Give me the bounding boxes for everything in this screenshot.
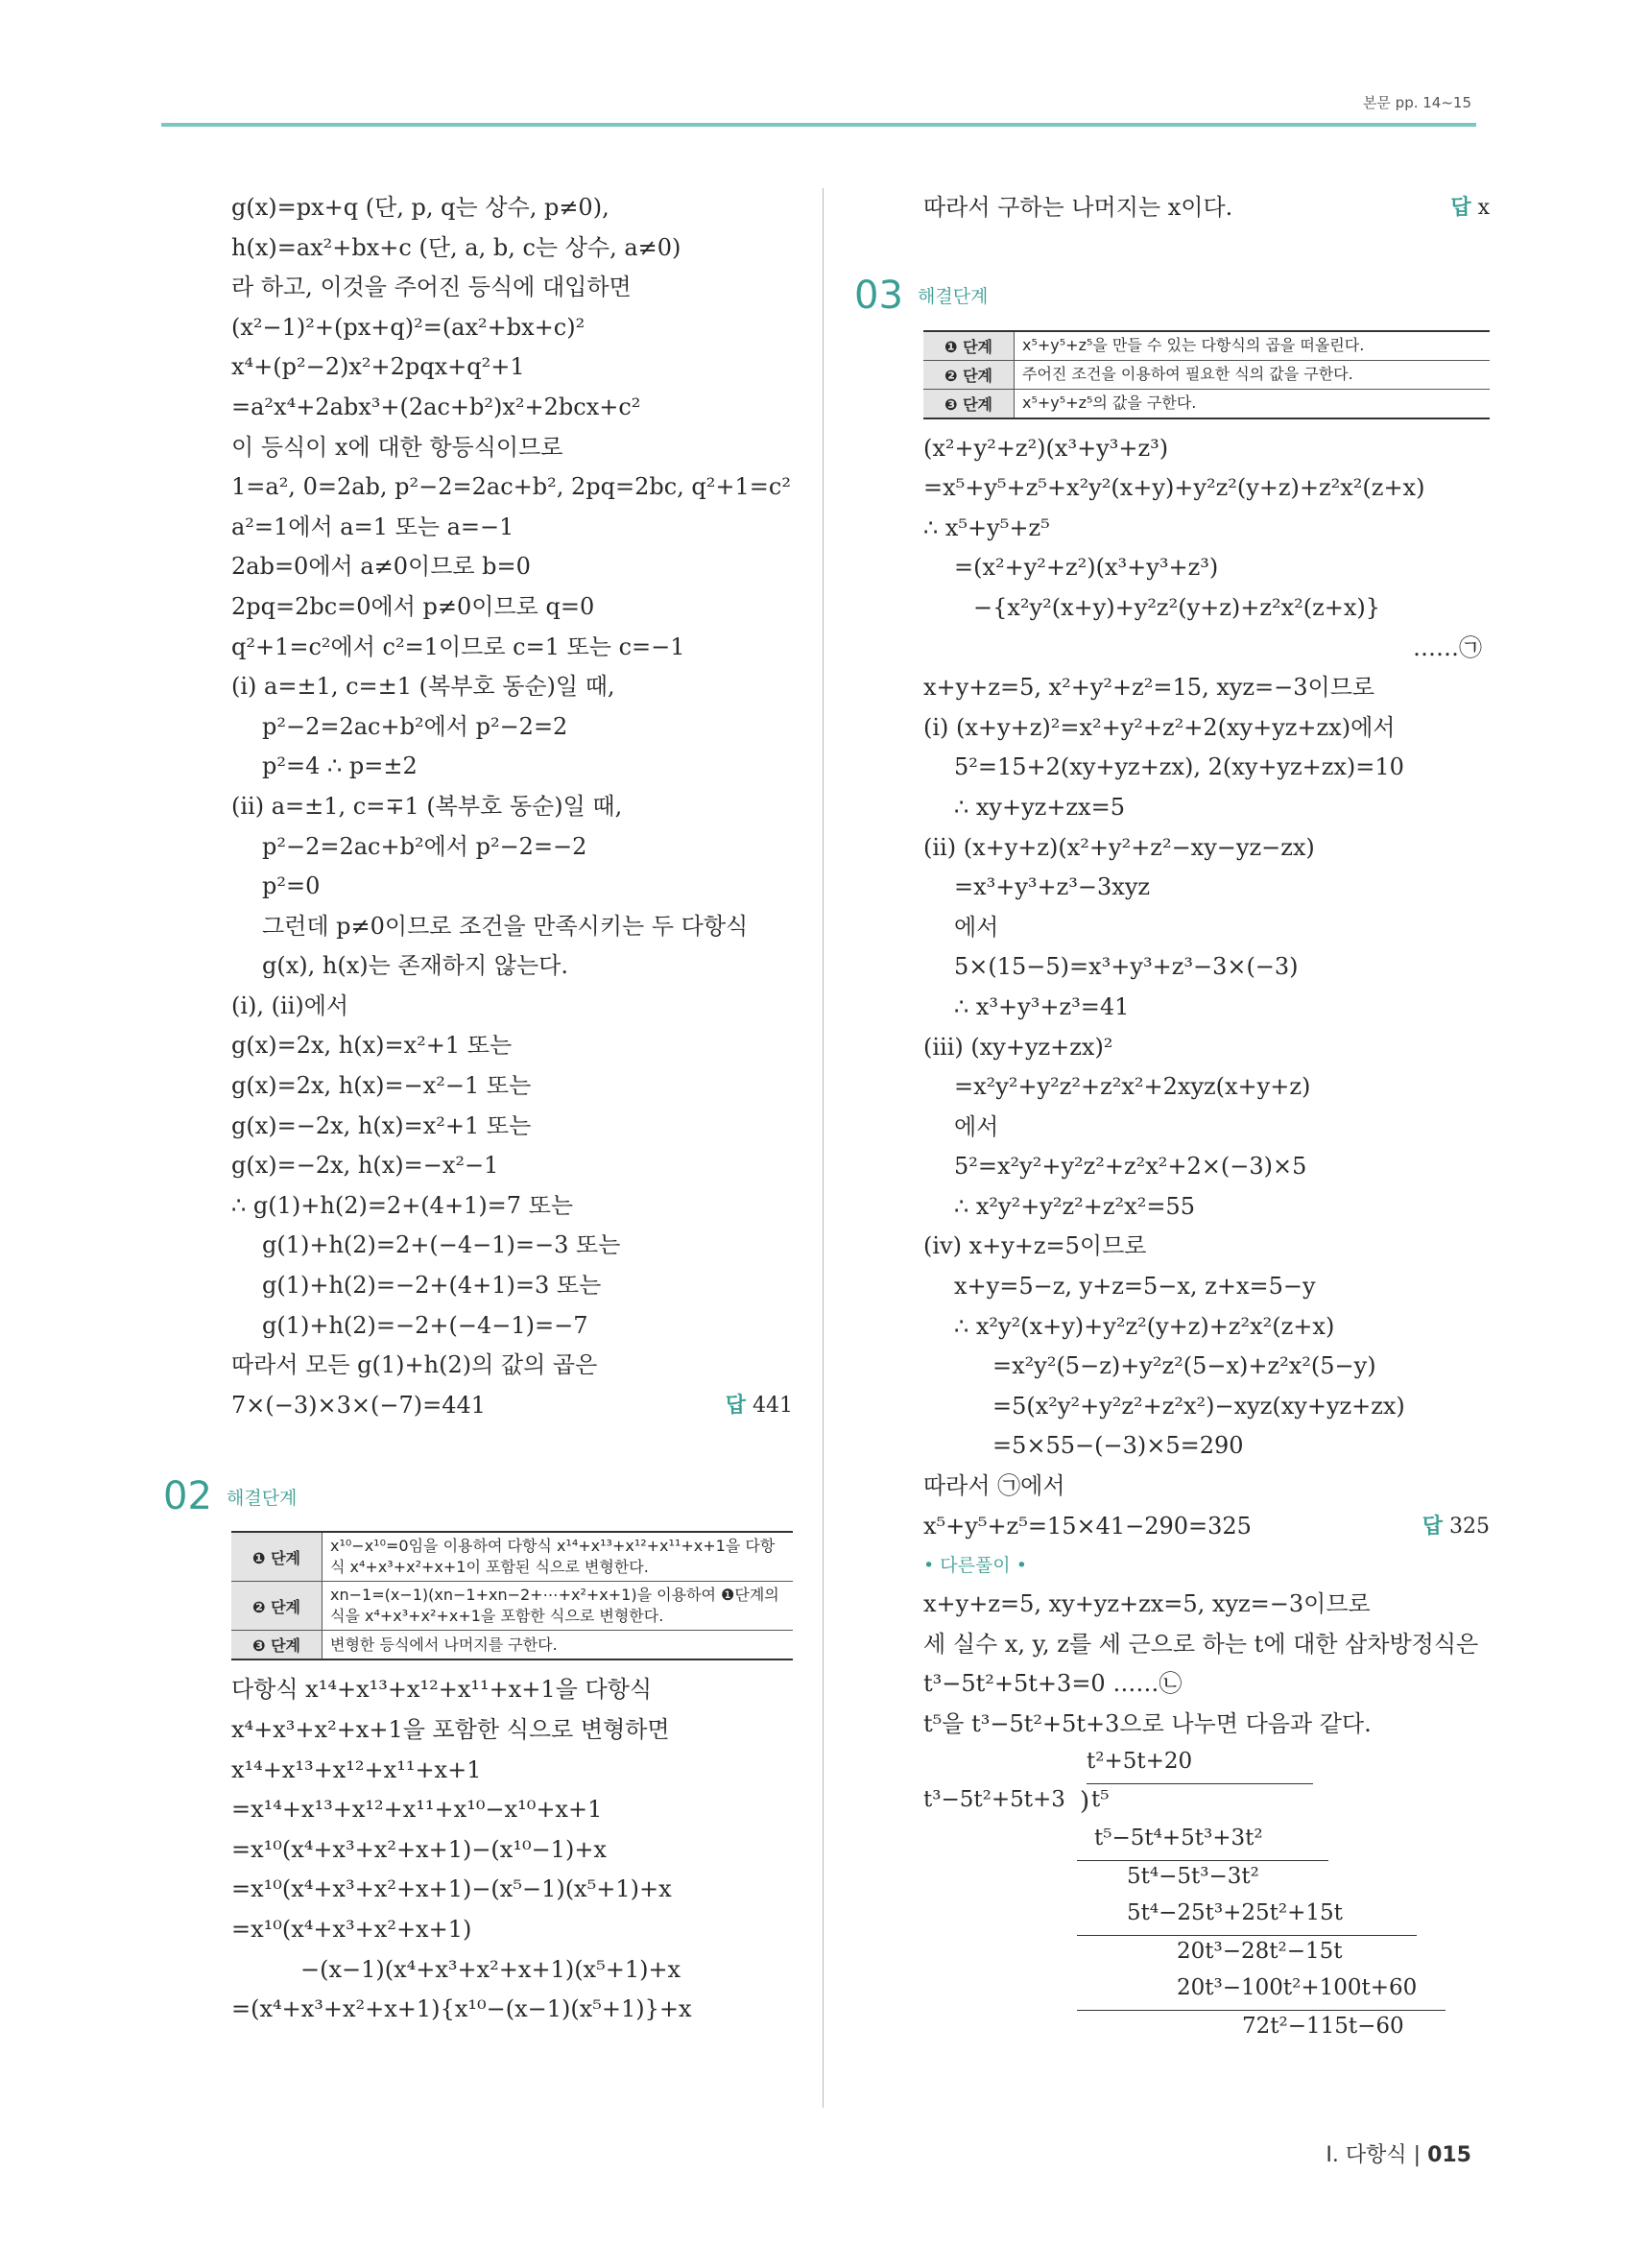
step-name: ❸ 단계	[923, 389, 1015, 418]
division-rule	[1077, 1860, 1328, 1861]
solution-line: 그런데 p≠0이므로 조건을 만족시키는 두 다항식	[262, 912, 749, 940]
answer-01	[726, 1386, 793, 1426]
solution-line: x⁴+(p²−2)x²+2pqx+q²+1	[231, 353, 525, 381]
solution-line: 이 등식이 x에 대한 항등식이므로	[231, 433, 563, 461]
left-column	[163, 188, 793, 2030]
solution-line: g(x)=−2x, h(x)=−x²−1	[231, 1152, 499, 1180]
division-remainder: 72t²−115t−60	[1242, 2013, 1404, 2039]
step-text: x⁵+y⁵+z⁵을 만들 수 있는 다항식의 곱을 떠올린다.	[1015, 331, 1491, 361]
solution-line: g(1)+h(2)=2+(−4−1)=−3 또는	[262, 1231, 621, 1259]
solution-line	[923, 188, 1490, 228]
solution-line: 에서	[954, 1112, 999, 1140]
step-text: x¹⁰−x¹⁰=0임을 이용하여 다항식 x¹⁴+x¹³+x¹²+x¹¹+x+1을 다항식 x⁴+x³+x²+x+1이 포함된 식으로 변형한다.	[323, 1532, 794, 1582]
solution-line: (ⅱ) a=±1, c=∓1 (복부호 동순)일 때,	[231, 792, 623, 820]
step-name: ❷ 단계	[231, 1582, 323, 1631]
step-text: 변형한 등식에서 나머지를 구한다.	[323, 1631, 794, 1660]
division-step: t⁵−5t⁴+5t³+3t²	[1094, 1825, 1263, 1850]
solution-line: (ⅰ), (ⅱ)에서	[231, 991, 349, 1019]
section-02-heading	[163, 1468, 793, 1525]
step-text: x⁵+y⁵+z⁵의 값을 구한다.	[1015, 389, 1491, 418]
solution-line: ∴ x⁵+y⁵+z⁵	[923, 513, 1050, 541]
solution-line: ∴ xy+yz+zx=5	[954, 793, 1125, 821]
solution-line: =x¹⁰(x⁴+x³+x²+x+1)−(x⁵−1)(x⁵+1)+x	[231, 1875, 672, 1903]
page-reference: 본문 pp. 14~15	[1362, 94, 1471, 111]
polynomial-long-division	[923, 1745, 1490, 2042]
solution-line: (ⅰ) (x+y+z)²=x²+y²+z²+2(xy+yz+zx)에서	[923, 713, 1396, 741]
alternative-solution-label: • 다른풀이 •	[923, 1555, 1027, 1577]
solution-line: =a²x⁴+2abx³+(2ac+b²)x²+2bcx+c²	[231, 393, 641, 420]
solution-steps-table	[231, 1531, 793, 1660]
step-name: ❶ 단계	[231, 1532, 323, 1582]
division-divisor: t³−5t²+5t+3	[923, 1786, 1065, 1812]
solution-line: g(x)=px+q (단, p, q는 상수, p≠0),	[231, 194, 609, 221]
chapter-title: Ⅰ. 다항식	[1326, 2143, 1407, 2167]
section-number: 03	[854, 273, 903, 318]
solution-line: (ⅱ) (x+y+z)(x²+y²+z²−xy−yz−zx)	[923, 833, 1315, 861]
solution-line: 5²=15+2(xy+yz+zx), 2(xy+yz+zx)=10	[954, 753, 1404, 781]
division-step: 20t³−100t²+100t+60	[1177, 1974, 1418, 2000]
solution-line: 라 하고, 이것을 주어진 등식에 대입하면	[231, 274, 632, 301]
solution-line: t⁵을 t³−5t²+5t+3으로 나누면 다음과 같다.	[923, 1710, 1372, 1737]
solution-line: =x²y²(5−z)+y²z²(5−x)+z²x²(5−y)	[992, 1352, 1376, 1380]
solution-line: p²−2=2ac+b²에서 p²−2=−2	[262, 832, 587, 860]
solution-line: =5×55−(−3)×5=290	[992, 1432, 1244, 1460]
section-label: 해결단계	[918, 286, 989, 308]
step-text: xn−1=(x−1)(xn−1+xn−2+⋯+x²+x+1)을 이용하여 ❶단계의 식을 x⁴+x³+x²+x+1을 포함한 식으로 변형한다.	[323, 1582, 794, 1631]
solution-line: x+y=5−z, y+z=5−x, z+x=5−y	[954, 1273, 1316, 1301]
solution-line-text: 따라서 구하는 나머지는 x이다.	[923, 194, 1233, 221]
solution-line: x⁴+x³+x²+x+1을 포함한 식으로 변형하면	[231, 1716, 670, 1743]
division-dividend: t⁵	[1091, 1786, 1110, 1812]
solution-line	[923, 1507, 1490, 1547]
solution-line: =x³+y³+z³−3xyz	[954, 873, 1151, 901]
footer-separator: |	[1413, 2143, 1422, 2167]
header-rule	[161, 123, 1476, 127]
page-footer	[1326, 2138, 1471, 2168]
equation-marker: ……㉠	[1413, 633, 1482, 661]
solution-line: x+y+z=5, xy+yz+zx=5, xyz=−3이므로	[923, 1590, 1371, 1618]
solution-line	[231, 1386, 793, 1426]
solution-line-text: x⁵+y⁵+z⁵=15×41−290=325	[923, 1512, 1252, 1540]
solution-line: =x¹⁰(x⁴+x³+x²+x+1)	[231, 1915, 472, 1943]
solution-line: x+y+z=5, x²+y²+z²=15, xyz=−3이므로	[923, 674, 1375, 702]
step-row	[923, 331, 1490, 361]
solution-line: 2ab=0에서 a≠0이므로 b=0	[231, 553, 531, 581]
column-divider	[823, 188, 824, 2108]
solution-line: =x¹⁰(x⁴+x³+x²+x+1)−(x¹⁰−1)+x	[231, 1835, 607, 1863]
solution-line: =5(x²y²+y²z²+z²x²)−xyz(xy+yz+zx)	[992, 1392, 1405, 1420]
solution-line: g(x)=2x, h(x)=−x²−1 또는	[231, 1072, 532, 1100]
solution-line: g(1)+h(2)=−2+(4+1)=3 또는	[262, 1272, 602, 1300]
solution-line: 세 실수 x, y, z를 세 근으로 하는 t에 대한 삼차방정식은	[923, 1630, 1479, 1658]
solution-line: p²=4 ∴ p=±2	[262, 752, 418, 780]
solution-line: (ⅲ) (xy+yz+zx)²	[923, 1033, 1113, 1061]
solution-line: g(x)=−2x, h(x)=x²+1 또는	[231, 1111, 532, 1139]
solution-line: h(x)=ax²+bx+c (단, a, b, c는 상수, a≠0)	[231, 233, 681, 261]
answer-value: 441	[753, 1393, 793, 1418]
solution-line: (x²−1)²+(px+q)²=(ax²+bx+c)²	[231, 313, 585, 341]
solution-line: 에서	[954, 913, 999, 941]
solution-line: (x²+y²+z²)(x³+y³+z³)	[923, 434, 1169, 462]
solution-line: =x¹⁴+x¹³+x¹²+x¹¹+x¹⁰−x¹⁰+x+1	[231, 1796, 603, 1824]
solution-line: =(x²+y²+z²)(x³+y³+z³)	[954, 554, 1219, 582]
solution-line: a²=1에서 a=1 또는 a=−1	[231, 513, 514, 540]
solution-line: q²+1=c²에서 c²=1이므로 c=1 또는 c=−1	[231, 633, 685, 660]
section-03-heading	[854, 267, 1490, 324]
solution-line: 따라서 ㉠에서	[923, 1472, 1065, 1500]
answer-label: 답	[725, 1393, 746, 1418]
step-row	[923, 389, 1490, 418]
answer-label: 답	[1422, 1514, 1443, 1539]
solution-line: t³−5t²+5t+3=0 ……㉡	[923, 1670, 1183, 1698]
division-step: 5t⁴−25t³+25t²+15t	[1127, 1899, 1343, 1925]
solution-line: =x²y²+y²z²+z²x²+2xyz(x+y+z)	[954, 1073, 1311, 1101]
solution-steps-table	[923, 330, 1490, 419]
solution-line: g(1)+h(2)=−2+(−4−1)=−7	[262, 1311, 588, 1339]
right-column	[854, 188, 1490, 2042]
solution-line: g(x), h(x)는 존재하지 않는다.	[262, 952, 568, 980]
solution-line-text: 7×(−3)×3×(−7)=441	[231, 1391, 486, 1419]
step-row	[231, 1631, 793, 1660]
solution-line: ∴ x²y²(x+y)+y²z²(y+z)+z²x²(z+x)	[954, 1312, 1335, 1340]
solution-line: −(x−1)(x⁴+x³+x²+x+1)(x⁵+1)+x	[300, 1955, 681, 1983]
solution-line: 2pq=2bc=0에서 p≠0이므로 q=0	[231, 592, 595, 620]
division-bracket: )	[1080, 1786, 1090, 1816]
solution-line: g(x)=2x, h(x)=x²+1 또는	[231, 1032, 513, 1060]
solution-line: ∴ g(1)+h(2)=2+(4+1)=7 또는	[231, 1191, 574, 1219]
solution-line: x¹⁴+x¹³+x¹²+x¹¹+x+1	[231, 1755, 482, 1783]
division-quotient: t²+5t+20	[1087, 1748, 1193, 1774]
solution-line: ∴ x²y²+y²z²+z²x²=55	[954, 1192, 1195, 1220]
solution-line: p²−2=2ac+b²에서 p²−2=2	[262, 712, 568, 740]
answer-value: 325	[1449, 1514, 1490, 1539]
step-row	[231, 1532, 793, 1582]
section-number: 02	[163, 1474, 212, 1519]
division-step: 20t³−28t²−15t	[1177, 1938, 1343, 1964]
page-number: 015	[1427, 2143, 1471, 2167]
step-row	[231, 1582, 793, 1631]
solution-line: ∴ x³+y³+z³=41	[954, 992, 1130, 1020]
step-name: ❸ 단계	[231, 1631, 323, 1660]
solution-line: =x⁵+y⁵+z⁵+x²y²(x+y)+y²z²(y+z)+z²x²(z+x)	[923, 474, 1425, 502]
solution-line: 따라서 모든 g(1)+h(2)의 값의 곱은	[231, 1351, 598, 1379]
solution-line: p²=0	[262, 872, 321, 900]
division-step: 5t⁴−5t³−3t²	[1127, 1863, 1259, 1889]
answer-03	[1422, 1507, 1490, 1547]
step-text: 주어진 조건을 이용하여 필요한 식의 값을 구한다.	[1015, 360, 1491, 389]
solution-line: 1=a², 0=2ab, p²−2=2ac+b², 2pq=2bc, q²+1=c²	[231, 473, 791, 501]
solution-line: =(x⁴+x³+x²+x+1){x¹⁰−(x−1)(x⁵+1)}+x	[231, 1995, 692, 2023]
answer-label: 답	[1450, 196, 1471, 220]
division-rule	[1077, 1935, 1417, 1936]
solution-line: (ⅳ) x+y+z=5이므로	[923, 1232, 1147, 1260]
solution-line: (ⅰ) a=±1, c=±1 (복부호 동순)일 때,	[231, 673, 615, 701]
step-name: ❶ 단계	[923, 331, 1015, 361]
solution-line: 다항식 x¹⁴+x¹³+x¹²+x¹¹+x+1을 다항식	[231, 1676, 653, 1704]
division-bar	[1087, 1783, 1313, 1784]
answer-02	[1450, 188, 1490, 228]
step-name: ❷ 단계	[923, 360, 1015, 389]
step-row	[923, 360, 1490, 389]
solution-line: 5²=x²y²+y²z²+z²x²+2×(−3)×5	[954, 1153, 1307, 1181]
solution-line: 5×(15−5)=x³+y³+z³−3×(−3)	[954, 953, 1299, 981]
answer-value: x	[1477, 196, 1490, 220]
division-rule	[1077, 2010, 1446, 2011]
section-label: 해결단계	[227, 1487, 298, 1509]
solution-line: −{x²y²(x+y)+y²z²(y+z)+z²x²(z+x)}	[973, 593, 1381, 621]
